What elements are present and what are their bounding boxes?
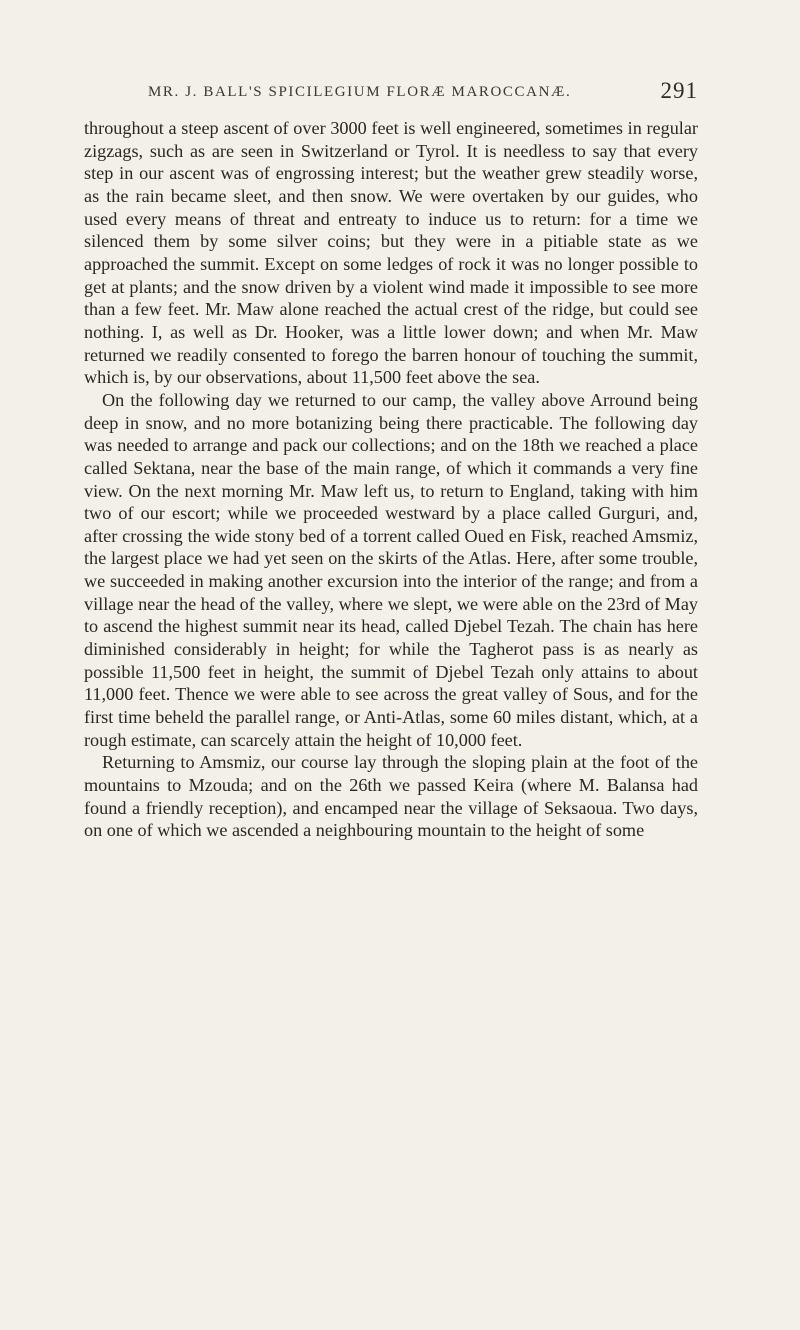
paragraph-continuation: throughout a steep ascent of over 3000 feet is well engineered, sometimes in regular zigzags, such as are seen in Switzerland or Tyrol. It is needless to say that every step in our ascent was of engrossing interest; but the weather grew steadily worse, as the rain became sleet, and then snow. We were overtaken by our guides, who used every means of threat and entreaty to induce us to return: for a time we silenced them by some silver coins; but they were in a pitiable state as we approached the summit. Except on some ledges of rock it was no longer possible to get at plants; and the snow driven by a violent wind made it impossible to see more than a few feet. Mr. Maw alone reached the actual crest of the ridge, but could see nothing. I, as well as Dr. Hooker, was a little lower down; and when Mr. Maw returned we readily consented to forego the barren honour of touching the summit, which is, by our observations, about 11,500 feet above the sea. (84, 118, 698, 388)
paragraph-returning-to-amsmiz: Returning to Amsmiz, our course lay through the sloping plain at the foot of the mountains to Mzouda; and on the 26th we passed Keira (where M. Balansa had found a friendly reception), and encamped near the village of Seksaoua. Two days, on one of which we ascended a neighbouring mountain to the height of some (84, 752, 698, 841)
paragraph-return-to-camp: On the following day we returned to our camp, the valley above Arround being deep in snow, and no more botanizing being there practicable. The following day was needed to arrange and pack our collections; and on the 18th we reached a place called Sektana, near the base of the main range, of which it commands a very fine view. On the next morning Mr. Maw left us, to return to England, taking with him two of our escort; while we proceeded westward by a place called Gurguri, and, after crossing the wide stony bed of a torrent called Oued en Fisk, reached Amsmiz, the largest place we had yet seen on the skirts of the Atlas. Here, after some trouble, we succeeded in making another excursion into the interior of the range; and from a village near the head of the valley, where we slept, we were able on the 23rd of May to ascend the highest summit near its head, called Djebel Tezah. The chain has here diminished considerably in height; for while the Tagherot pass is as nearly as possible 11,500 feet in height, the summit of Djebel Tezah only attains to about 11,000 feet. Thence we were able to see across the great valley of Sous, and for the first time beheld the parallel range, or Anti-Atlas, some 60 miles distant, which, at a rough estimate, can scarcely attain the height of 10,000 feet. (84, 389, 698, 750)
running-header (132, 78, 698, 108)
page-number: 291 (660, 78, 698, 103)
body-text (84, 117, 698, 842)
running-title: MR. J. BALL'S SPICILEGIUM FLORÆ MAROCCANÆ. (148, 84, 572, 100)
